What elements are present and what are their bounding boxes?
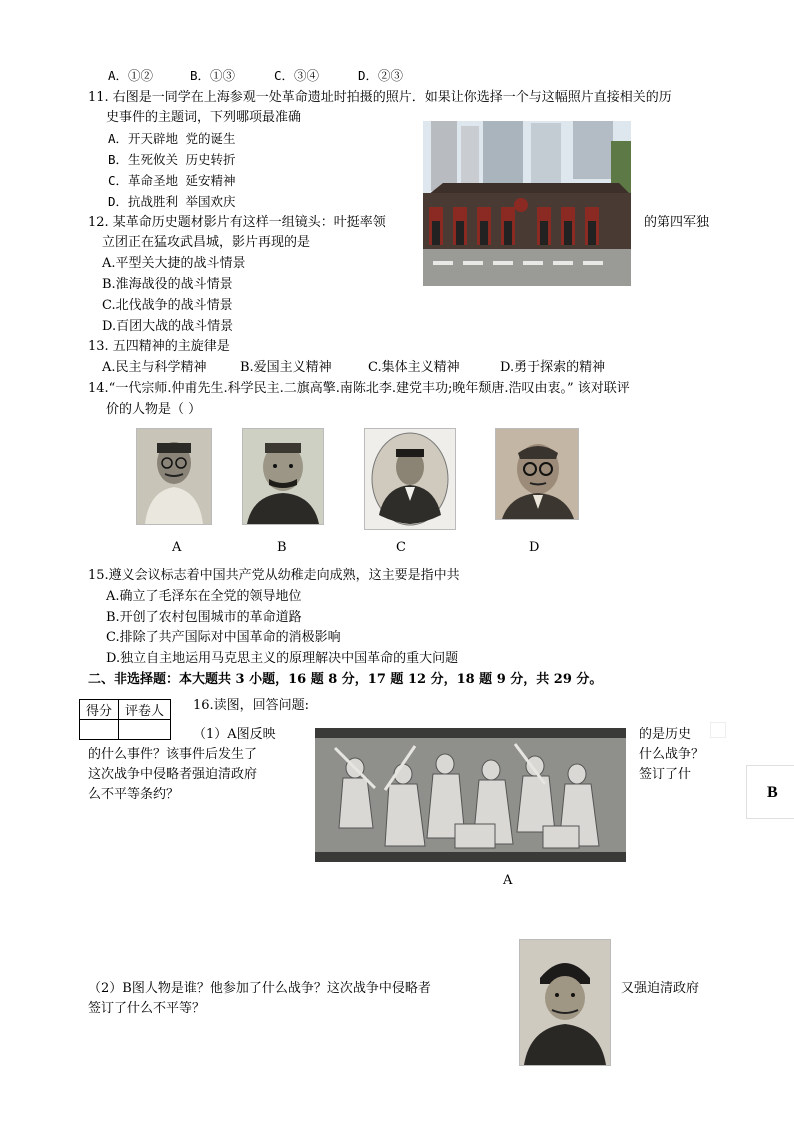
stone-relief-sculpture-icon: [315, 728, 626, 862]
q16-stem: 16.读图，回答问题:: [193, 698, 310, 713]
q12-option-d: D.百团大战的战斗情景: [102, 319, 234, 334]
q13-option-d: D.勇于探索的精神: [500, 360, 606, 375]
q11-option-c: C．革命圣地 延安精神: [108, 173, 236, 188]
q11-option-a: A．开天辟地 党的诞生: [108, 131, 236, 146]
site-photo: [423, 121, 631, 286]
q16-p2-line1a: （2）B图人物是谁？他参加了什么战争？这次战争中侵略者: [88, 981, 431, 996]
q12-option-b: B.淮海战役的战斗情景: [102, 277, 233, 292]
figure-a-label: A: [503, 873, 513, 888]
q11-option-d: D．抗战胜利 举国欢庆: [108, 194, 236, 209]
q13-option-b: B.爱国主义精神: [240, 360, 332, 375]
q11-option-b: B．生死攸关 历史转折: [108, 152, 236, 167]
score-table-col1: 得分: [80, 700, 119, 720]
q11-stem-line1: 11. 右图是一同学在上海参观一处革命遗址时拍摄的照片．如果让你选择一个与这幅照片直接相关的历: [88, 90, 672, 105]
q14-stem-line2: 价的人物是（ ）: [106, 402, 202, 417]
q10-option-a: A．①②: [108, 68, 154, 83]
score-cell-score[interactable]: [80, 720, 119, 740]
q16-p1-line3: 这次战争中侵略者强迫清政府: [88, 767, 258, 782]
q10-option-c: C．③④: [274, 68, 320, 83]
red-brick-building-photo-icon: [423, 121, 631, 286]
q15-option-a: A.确立了毛泽东在全党的领导地位: [106, 589, 302, 604]
elderly-man-glasses-portrait-icon: [496, 429, 578, 519]
portrait-a: [136, 428, 212, 525]
q12-option-c: C.北伐战争的战斗情景: [102, 298, 233, 313]
q13-option-c: C.集体主义精神: [368, 360, 460, 375]
man-with-glasses-portrait-icon: [137, 429, 211, 524]
figure-b: [519, 939, 611, 1066]
q15-option-b: B.开创了农村包围城市的革命道路: [106, 610, 302, 625]
q16-p1-line2: 的什么事件？该事件后发生了: [88, 747, 258, 762]
q16-p2-line1b: 又强迫清政府: [621, 981, 700, 996]
q16-p1-right2: 什么战争？: [639, 747, 705, 762]
score-table: [79, 699, 171, 740]
portrait-label-c: C: [396, 540, 406, 555]
q11-stem-line2: 史事件的主题词，下列哪项最准确: [106, 110, 302, 125]
q16-p1-right3: 签订了什: [639, 767, 692, 782]
small-marker-box: [710, 722, 726, 738]
side-label-b: B: [767, 784, 778, 801]
q15-option-c: C.排除了共产国际对中国革命的消极影响: [106, 630, 341, 645]
score-cell-grader[interactable]: [119, 720, 171, 740]
q16-p2-line2: 签订了什么不平等？: [88, 1001, 206, 1016]
q13-stem: 13. 五四精神的主旋律是: [88, 339, 230, 354]
q13-option-a: A.民主与科学精神: [102, 360, 207, 375]
portrait-label-a: A: [172, 540, 182, 555]
portrait-b: [242, 428, 324, 525]
portrait-label-d: D: [529, 540, 540, 555]
portrait-label-b: B: [277, 540, 287, 555]
section2-heading: 二、非选择题：本大题共 3 小题，16 题 8 分，17 题 12 分，18 题 9 分，共 29 分。: [88, 672, 603, 687]
portrait-d: [495, 428, 579, 520]
man-in-suit-oval-portrait-icon: [365, 429, 455, 529]
side-label-box: [746, 765, 794, 819]
q15-stem: 15.遵义会议标志着中国共产党从幼稚走向成熟，这主要是指中共: [88, 568, 460, 583]
portrait-c: [364, 428, 456, 530]
q16-p1-right1: 的是历史: [639, 727, 692, 742]
q15-option-d: D.独立自主地运用马克思主义的原理解决中国革命的重大问题: [106, 651, 459, 666]
q10-option-d: D．②③: [358, 68, 404, 83]
q16-p1-line4: 么不平等条约？: [88, 787, 180, 802]
q12-stem-line1a: 12. 某革命历史题材影片有这样一组镜头：叶挺率领: [88, 215, 386, 230]
qing-official-portrait-icon: [520, 940, 610, 1065]
man-with-mustache-portrait-icon: [243, 429, 323, 524]
q16-p1-line1: （1）A图反映: [193, 727, 276, 742]
q14-stem-line1: 14.“一代宗师.仲甫先生.科学民主.二旗高擎.南陈北李.建党丰功;晚年颓唐.浩叹由衷。” 该对联评: [88, 381, 630, 396]
q12-stem-line2: 立团正在猛攻武昌城，影片再现的是: [102, 235, 311, 250]
q12-option-a: A.平型关大捷的战斗情景: [102, 256, 246, 271]
figure-a: [315, 728, 626, 862]
score-table-col2: 评卷人: [119, 700, 171, 720]
q12-stem-line1b: 的第四军独: [644, 215, 710, 230]
q10-option-b: B．①③: [190, 68, 236, 83]
